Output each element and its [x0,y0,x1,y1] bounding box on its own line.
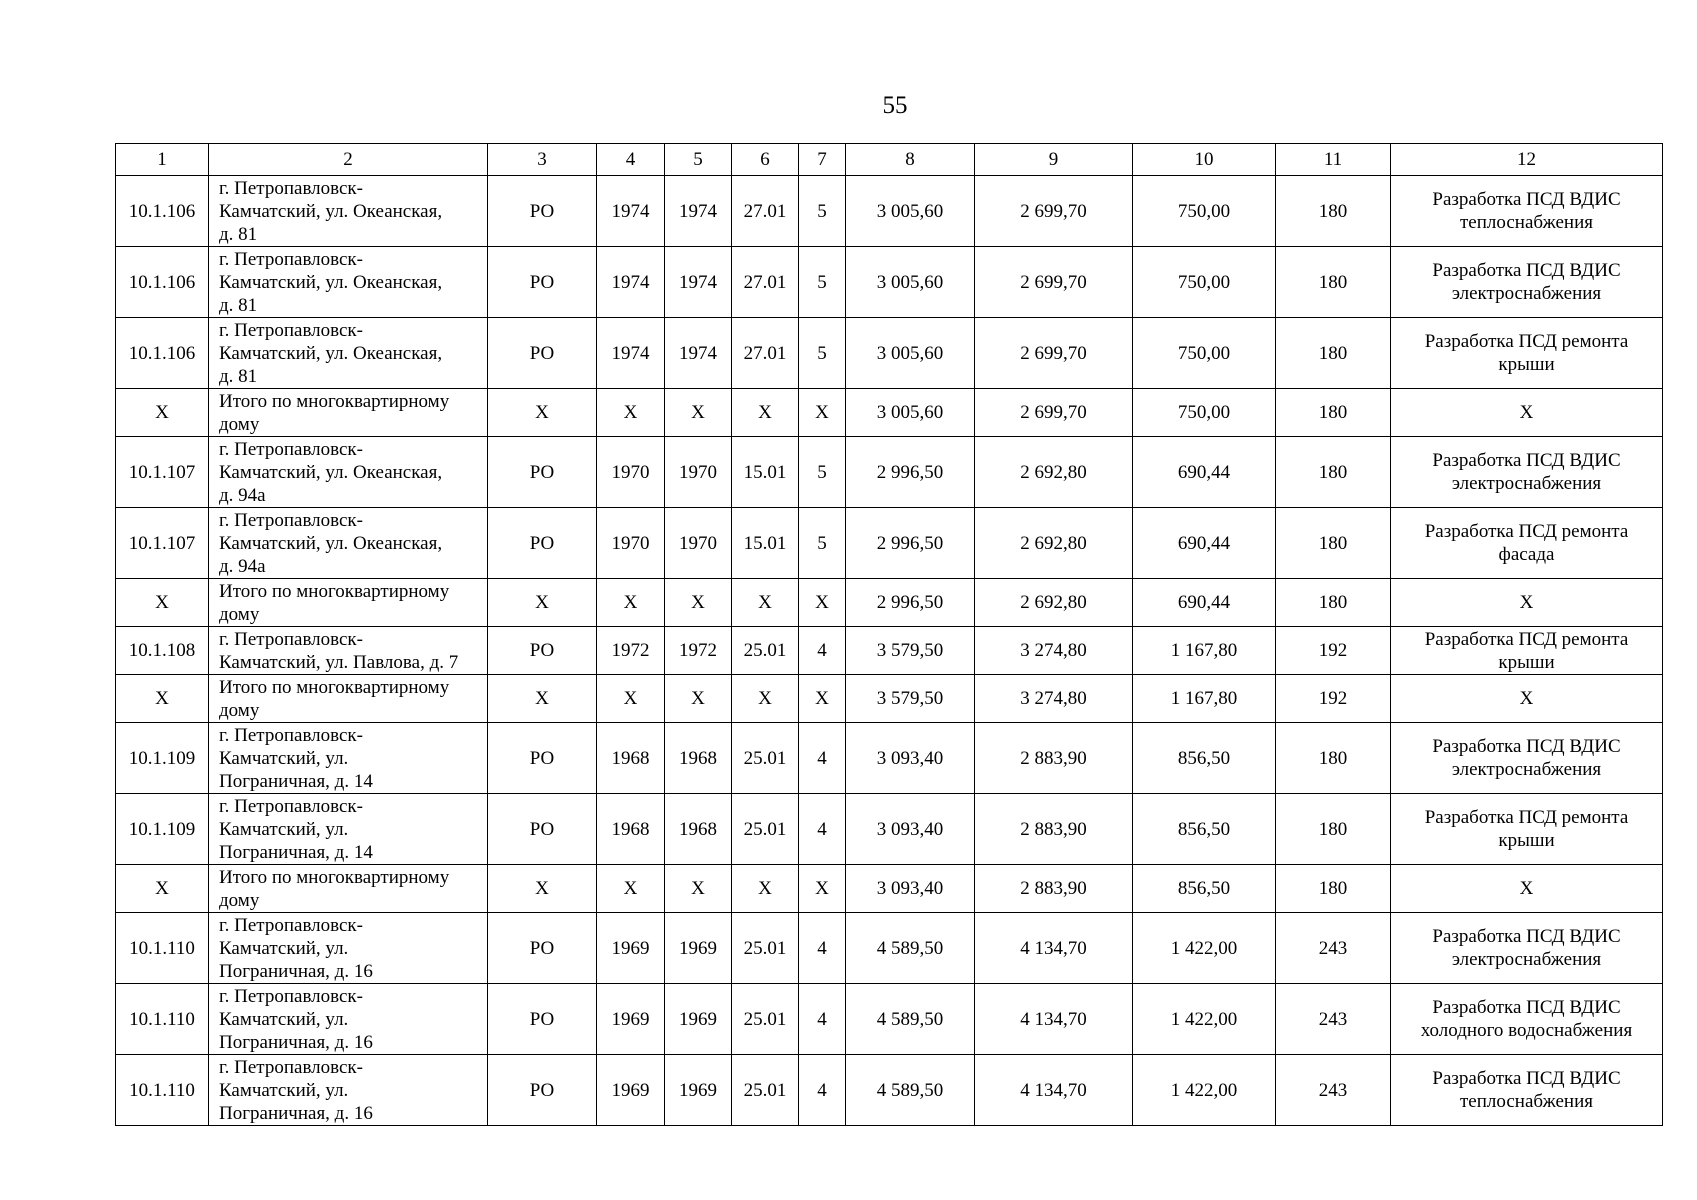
residents-cell: 192 [1276,675,1391,723]
living-area-cell: 2 883,90 [975,865,1133,913]
year-commissioned-cell: Х [665,579,732,627]
floors-cell: 5 [799,508,846,579]
funding-method-cell: РО [488,984,597,1055]
floors-cell: 5 [799,176,846,247]
living-area-cell: 2 699,70 [975,318,1133,389]
floors-cell: 4 [799,1055,846,1126]
year-commissioned-cell: 1974 [665,318,732,389]
address-line: г. Петропавловск- [219,1056,363,1078]
address-cell [209,675,488,723]
address-line: г. Петропавловск- [219,438,363,460]
row-number-cell: 10.1.110 [116,913,209,984]
common-area-cell: 856,50 [1133,865,1276,913]
year-commissioned-cell: Х [665,389,732,437]
total-area-cell: 4 589,50 [846,913,975,984]
funding-method-cell: РО [488,627,597,675]
work-type-line: холодного водоснабжения [1420,1020,1633,1041]
table-row [116,794,1663,865]
wall-material-cell: 25.01 [732,723,799,794]
work-type-line: Разработка ПСД ВДИС [1432,926,1621,947]
common-area-cell: 1 422,00 [1133,984,1276,1055]
year-built-cell: Х [597,675,665,723]
residents-cell: 180 [1276,508,1391,579]
work-type-line: Х [1519,878,1534,899]
address-line: Камчатский, ул. [219,818,349,840]
address-line: г. Петропавловск- [219,628,363,650]
row-number-cell: 10.1.109 [116,794,209,865]
address-line: д. 94а [219,484,266,506]
address-line: г. Петропавловск- [219,985,363,1007]
total-area-cell: 4 589,50 [846,984,975,1055]
address-line: Пограничная, д. 14 [219,770,373,792]
address-line: д. 81 [219,223,258,245]
common-area-cell: 856,50 [1133,723,1276,794]
living-area-cell: 2 883,90 [975,723,1133,794]
year-built-cell: 1969 [597,1055,665,1126]
total-area-cell: 3 579,50 [846,675,975,723]
living-area-cell: 2 692,80 [975,579,1133,627]
total-area-cell: 3 579,50 [846,627,975,675]
year-built-cell: 1968 [597,723,665,794]
address-cell [209,247,488,318]
residents-cell: 180 [1276,579,1391,627]
year-built-cell: 1972 [597,627,665,675]
year-built-cell: 1968 [597,794,665,865]
row-number-cell: Х [116,675,209,723]
work-type-line: Х [1519,688,1534,709]
funding-method-cell: РО [488,247,597,318]
column-header: 3 [488,144,597,176]
column-header: 2 [209,144,488,176]
wall-material-cell: 25.01 [732,913,799,984]
housing-repair-table [115,143,1663,1126]
living-area-cell: 2 692,80 [975,508,1133,579]
row-number-cell: 10.1.106 [116,247,209,318]
address-line: Камчатский, ул. Океанская, [219,271,443,293]
funding-method-cell: Х [488,865,597,913]
year-commissioned-cell: 1972 [665,627,732,675]
year-built-cell: 1974 [597,318,665,389]
address-cell [209,437,488,508]
total-area-cell: 3 005,60 [846,247,975,318]
work-type-line: электроснабжения [1451,283,1602,304]
work-type-line: электроснабжения [1451,949,1602,970]
living-area-cell: 2 699,70 [975,247,1133,318]
address-line: г. Петропавловск- [219,248,363,270]
row-number-cell: Х [116,389,209,437]
living-area-cell: 2 699,70 [975,176,1133,247]
residents-cell: 180 [1276,389,1391,437]
work-type-line: теплоснабжения [1460,1091,1593,1112]
address-cell [209,723,488,794]
address-line: дому [219,603,260,625]
total-area-cell: 3 093,40 [846,865,975,913]
common-area-cell: 1 167,80 [1133,675,1276,723]
year-commissioned-cell: Х [665,865,732,913]
address-cell [209,865,488,913]
funding-method-cell: РО [488,913,597,984]
living-area-cell: 2 692,80 [975,437,1133,508]
column-header: 7 [799,144,846,176]
address-line: Камчатский, ул. Океанская, [219,200,443,222]
common-area-cell: 690,44 [1133,437,1276,508]
column-header: 8 [846,144,975,176]
address-line: Камчатский, ул. Океанская, [219,342,443,364]
row-number-cell: 10.1.107 [116,508,209,579]
work-type-cell [1391,794,1663,865]
column-header: 6 [732,144,799,176]
total-area-cell: 2 996,50 [846,437,975,508]
year-commissioned-cell: 1968 [665,723,732,794]
row-number-cell: 10.1.109 [116,723,209,794]
work-type-line: электроснабжения [1451,473,1602,494]
common-area-cell: 690,44 [1133,508,1276,579]
work-type-line: теплоснабжения [1460,212,1593,233]
address-cell [209,627,488,675]
wall-material-cell: Х [732,389,799,437]
year-commissioned-cell: 1969 [665,984,732,1055]
address-line: Пограничная, д. 14 [219,841,373,863]
wall-material-cell: 27.01 [732,318,799,389]
work-type-cell [1391,675,1663,723]
living-area-cell: 2 699,70 [975,389,1133,437]
residents-cell: 243 [1276,984,1391,1055]
floors-cell: 4 [799,984,846,1055]
total-area-cell: 4 589,50 [846,1055,975,1126]
residents-cell: 180 [1276,318,1391,389]
address-line: Камчатский, ул. [219,1079,349,1101]
address-line: д. 94а [219,555,266,577]
floors-cell: 5 [799,247,846,318]
year-commissioned-cell: 1968 [665,794,732,865]
address-cell [209,318,488,389]
table-row [116,437,1663,508]
work-type-cell [1391,1055,1663,1126]
work-type-cell [1391,437,1663,508]
year-commissioned-cell: 1969 [665,913,732,984]
common-area-cell: 690,44 [1133,579,1276,627]
wall-material-cell: 27.01 [732,176,799,247]
work-type-cell [1391,984,1663,1055]
wall-material-cell: 25.01 [732,627,799,675]
year-built-cell: Х [597,865,665,913]
common-area-cell: 750,00 [1133,389,1276,437]
year-built-cell: Х [597,389,665,437]
funding-method-cell: Х [488,579,597,627]
address-line: г. Петропавловск- [219,319,363,341]
address-line: Итого по многоквартирному [219,580,450,602]
floors-cell: 5 [799,318,846,389]
work-type-cell [1391,247,1663,318]
residents-cell: 243 [1276,913,1391,984]
address-line: дому [219,413,260,435]
work-type-line: Разработка ПСД ВДИС [1432,736,1621,757]
column-header: 10 [1133,144,1276,176]
table-row [116,176,1663,247]
floors-cell: Х [799,865,846,913]
funding-method-cell: РО [488,794,597,865]
address-cell [209,579,488,627]
floors-cell: Х [799,389,846,437]
year-built-cell: Х [597,579,665,627]
column-header: 5 [665,144,732,176]
table-row [116,579,1663,627]
table-row [116,913,1663,984]
table-row [116,723,1663,794]
column-header: 9 [975,144,1133,176]
work-type-line: Х [1519,402,1534,423]
table-row [116,508,1663,579]
year-built-cell: 1974 [597,176,665,247]
page-number: 55 [882,92,908,119]
living-area-cell: 4 134,70 [975,1055,1133,1126]
work-type-cell [1391,627,1663,675]
total-area-cell: 3 005,60 [846,318,975,389]
row-number-cell: 10.1.110 [116,1055,209,1126]
work-type-line: крыши [1498,354,1555,375]
address-cell [209,508,488,579]
address-cell [209,176,488,247]
floors-cell: 4 [799,627,846,675]
floors-cell: Х [799,675,846,723]
address-line: Камчатский, ул. [219,937,349,959]
table-row [116,675,1663,723]
work-type-cell [1391,913,1663,984]
living-area-cell: 4 134,70 [975,913,1133,984]
work-type-cell [1391,723,1663,794]
wall-material-cell: 27.01 [732,247,799,318]
row-number-cell: 10.1.106 [116,318,209,389]
work-type-cell [1391,389,1663,437]
year-commissioned-cell: 1974 [665,247,732,318]
floors-cell: 5 [799,437,846,508]
row-number-cell: Х [116,865,209,913]
address-line: г. Петропавловск- [219,509,363,531]
work-type-cell [1391,579,1663,627]
address-line: Итого по многоквартирному [219,866,450,888]
row-number-cell: 10.1.106 [116,176,209,247]
table-header-row [116,144,1663,176]
column-header: 11 [1276,144,1391,176]
common-area-cell: 750,00 [1133,247,1276,318]
work-type-line: Разработка ПСД ремонта [1424,807,1629,828]
work-type-line: Х [1519,592,1534,613]
address-line: Пограничная, д. 16 [219,960,373,982]
address-line: г. Петропавловск- [219,177,363,199]
address-cell [209,913,488,984]
wall-material-cell: Х [732,579,799,627]
living-area-cell: 3 274,80 [975,627,1133,675]
total-area-cell: 2 996,50 [846,579,975,627]
year-commissioned-cell: 1970 [665,437,732,508]
common-area-cell: 1 167,80 [1133,627,1276,675]
floors-cell: 4 [799,913,846,984]
work-type-line: фасада [1498,544,1555,565]
year-built-cell: 1970 [597,508,665,579]
year-built-cell: 1969 [597,913,665,984]
wall-material-cell: 25.01 [732,1055,799,1126]
table-row [116,984,1663,1055]
table-body [116,144,1663,1126]
living-area-cell: 4 134,70 [975,984,1133,1055]
residents-cell: 180 [1276,247,1391,318]
row-number-cell: Х [116,579,209,627]
wall-material-cell: Х [732,675,799,723]
floors-cell: 4 [799,723,846,794]
year-commissioned-cell: 1969 [665,1055,732,1126]
work-type-line: Разработка ПСД ремонта [1424,628,1629,650]
work-type-line: крыши [1498,830,1555,851]
row-number-cell: 10.1.110 [116,984,209,1055]
address-line: Итого по многоквартирному [219,676,450,698]
funding-method-cell: РО [488,437,597,508]
common-area-cell: 1 422,00 [1133,913,1276,984]
address-line: д. 81 [219,365,258,387]
year-commissioned-cell: 1970 [665,508,732,579]
address-line: дому [219,889,260,911]
funding-method-cell: РО [488,1055,597,1126]
work-type-line: Разработка ПСД ВДИС [1432,189,1621,210]
total-area-cell: 3 093,40 [846,794,975,865]
address-line: Камчатский, ул. Океанская, [219,461,443,483]
table-row [116,247,1663,318]
address-line: Пограничная, д. 16 [219,1102,373,1124]
address-cell [209,794,488,865]
column-header: 1 [116,144,209,176]
row-number-cell: 10.1.107 [116,437,209,508]
address-line: д. 81 [219,294,258,316]
wall-material-cell: 25.01 [732,794,799,865]
total-area-cell: 3 005,60 [846,176,975,247]
work-type-line: Разработка ПСД ВДИС [1432,1068,1621,1089]
work-type-cell [1391,865,1663,913]
common-area-cell: 750,00 [1133,318,1276,389]
residents-cell: 180 [1276,865,1391,913]
total-area-cell: 2 996,50 [846,508,975,579]
work-type-line: крыши [1498,651,1555,673]
address-line: Камчатский, ул. Океанская, [219,532,443,554]
work-type-cell [1391,508,1663,579]
table-row [116,865,1663,913]
residents-cell: 192 [1276,627,1391,675]
address-cell [209,1055,488,1126]
year-commissioned-cell: 1974 [665,176,732,247]
living-area-cell: 2 883,90 [975,794,1133,865]
residents-cell: 180 [1276,794,1391,865]
total-area-cell: 3 005,60 [846,389,975,437]
address-line: г. Петропавловск- [219,724,363,746]
wall-material-cell: 15.01 [732,508,799,579]
living-area-cell: 3 274,80 [975,675,1133,723]
common-area-cell: 1 422,00 [1133,1055,1276,1126]
work-type-line: Разработка ПСД ВДИС [1432,450,1621,471]
wall-material-cell: Х [732,865,799,913]
table-row [116,318,1663,389]
total-area-cell: 3 093,40 [846,723,975,794]
floors-cell: 4 [799,794,846,865]
work-type-line: Разработка ПСД ремонта [1424,331,1629,352]
address-line: Камчатский, ул. Павлова, д. 7 [219,651,459,673]
table-row [116,1055,1663,1126]
table-row [116,389,1663,437]
year-built-cell: 1970 [597,437,665,508]
year-built-cell: 1969 [597,984,665,1055]
address-cell [209,389,488,437]
funding-method-cell: Х [488,389,597,437]
funding-method-cell: РО [488,723,597,794]
address-cell [209,984,488,1055]
work-type-line: Разработка ПСД ВДИС [1432,260,1621,281]
address-line: Камчатский, ул. [219,747,349,769]
funding-method-cell: РО [488,176,597,247]
work-type-line: электроснабжения [1451,759,1602,780]
common-area-cell: 750,00 [1133,176,1276,247]
work-type-cell [1391,318,1663,389]
column-header: 4 [597,144,665,176]
funding-method-cell: РО [488,318,597,389]
address-line: Камчатский, ул. [219,1008,349,1030]
residents-cell: 180 [1276,437,1391,508]
address-line: Пограничная, д. 16 [219,1031,373,1053]
funding-method-cell: Х [488,675,597,723]
year-commissioned-cell: Х [665,675,732,723]
residents-cell: 180 [1276,176,1391,247]
residents-cell: 243 [1276,1055,1391,1126]
row-number-cell: 10.1.108 [116,627,209,675]
column-header: 12 [1391,144,1663,176]
work-type-cell [1391,176,1663,247]
common-area-cell: 856,50 [1133,794,1276,865]
address-line: Итого по многоквартирному [219,390,450,412]
address-line: г. Петропавловск- [219,795,363,817]
address-line: г. Петропавловск- [219,914,363,936]
wall-material-cell: 25.01 [732,984,799,1055]
table-row [116,627,1663,675]
residents-cell: 180 [1276,723,1391,794]
work-type-line: Разработка ПСД ВДИС [1432,997,1621,1018]
address-line: дому [219,699,260,721]
work-type-line: Разработка ПСД ремонта [1424,521,1629,542]
year-built-cell: 1974 [597,247,665,318]
funding-method-cell: РО [488,508,597,579]
wall-material-cell: 15.01 [732,437,799,508]
floors-cell: Х [799,579,846,627]
